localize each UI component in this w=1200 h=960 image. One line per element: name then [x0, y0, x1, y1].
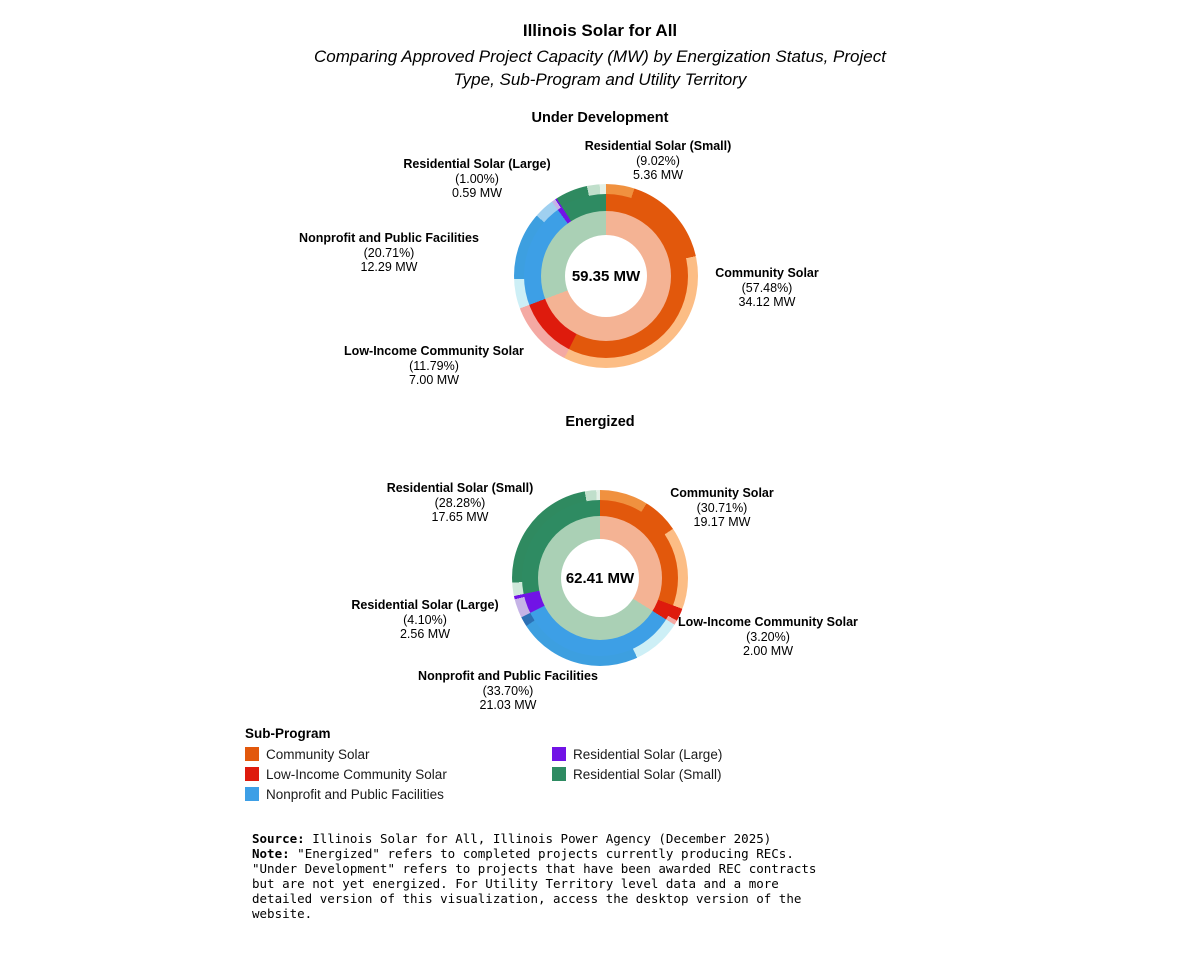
- slice-label-nonprofit-public-facilities: [279, 231, 499, 275]
- slice-label-residential-solar-small: [568, 139, 748, 183]
- legend-item-community-solar: [245, 746, 370, 762]
- footer-line: website.: [252, 906, 313, 921]
- slice-name: Residential Solar (Large): [351, 598, 499, 612]
- slice-name: Nonprofit and Public Facilities: [418, 669, 598, 683]
- slice-capacity: 7.00 MW: [408, 373, 459, 387]
- slice-percent: (20.71%): [363, 245, 415, 260]
- slice-capacity: 2.56 MW: [399, 627, 450, 641]
- footer-line: but are not yet energized. For Utility Territory level data and a more: [252, 876, 779, 891]
- sunburst-under-development[interactable]: [514, 184, 698, 368]
- footer-note: [252, 831, 952, 921]
- figure-title: Illinois Solar for All: [522, 21, 678, 40]
- slice-capacity: 21.03 MW: [479, 698, 537, 712]
- figure-subtitle-line-2: Type, Sub-Program and Utility Territory: [453, 70, 747, 89]
- footer-line: Note: "Energized" refers to completed projects currently producing RECs.: [252, 846, 794, 861]
- donut-center-total: 59.35 MW: [565, 235, 647, 317]
- slice-name: Residential Solar (Small): [584, 139, 732, 153]
- slice-capacity: 5.36 MW: [632, 168, 683, 182]
- slice-label-low-income-community-solar: [324, 344, 544, 388]
- slice-name: Low-Income Community Solar: [678, 615, 858, 629]
- slice-percent: (28.28%): [434, 495, 486, 510]
- slice-capacity: 12.29 MW: [360, 260, 418, 274]
- slice-label-residential-solar-small: [370, 481, 550, 525]
- footer-line: Source: Illinois Solar for All, Illinois Power Agency (December 2025): [252, 831, 772, 846]
- chart-title-under-development: Under Development: [531, 110, 669, 126]
- slice-label-low-income-community-solar: [658, 615, 878, 659]
- legend-item-residential-solar-small: [552, 766, 722, 782]
- slice-name: Nonprofit and Public Facilities: [299, 231, 479, 245]
- legend-title: Sub-Program: [245, 726, 331, 741]
- slice-percent: (9.02%): [636, 153, 680, 168]
- legend-label: Community Solar: [266, 746, 370, 762]
- slice-percent: (1.00%): [455, 171, 499, 186]
- slice-percent: (33.70%): [482, 683, 534, 698]
- legend-swatch: [245, 747, 259, 761]
- slice-label-residential-solar-large: [387, 157, 567, 201]
- legend-item-low-income-community-solar: [245, 766, 447, 782]
- slice-capacity: 19.17 MW: [693, 515, 751, 529]
- slice-capacity: 2.00 MW: [742, 644, 793, 658]
- slice-label-nonprofit-public-facilities: [398, 669, 618, 713]
- legend-swatch: [552, 747, 566, 761]
- slice-capacity: 34.12 MW: [738, 295, 796, 309]
- legend-label: Residential Solar (Small): [573, 766, 722, 782]
- chart-title-energized: Energized: [565, 414, 635, 430]
- legend-label: Nonprofit and Public Facilities: [266, 786, 444, 802]
- legend-swatch: [245, 787, 259, 801]
- figure-subtitle-line-1: Comparing Approved Project Capacity (MW) by Energization Status, Project: [314, 47, 886, 66]
- legend-label: Low-Income Community Solar: [266, 766, 447, 782]
- slice-percent: (4.10%): [403, 612, 447, 627]
- slice-percent: (30.71%): [696, 500, 748, 515]
- slice-capacity: 17.65 MW: [431, 510, 489, 524]
- figure-subtitle: [0, 45, 1200, 91]
- slice-label-community-solar: [687, 266, 847, 310]
- slice-name: Low-Income Community Solar: [344, 344, 524, 358]
- slice-capacity: 0.59 MW: [451, 186, 502, 200]
- slice-percent: (11.79%): [409, 358, 459, 373]
- slice-name: Community Solar: [670, 486, 774, 500]
- legend-item-residential-solar-large: [552, 746, 722, 762]
- footer-line: "Under Development" refers to projects that have been awarded REC contracts: [252, 861, 817, 876]
- footer-line: detailed version of this visualization, access the desktop version of the: [252, 891, 802, 906]
- legend-item-nonprofit-public-facilities: [245, 786, 444, 802]
- donut-center-total: 62.41 MW: [561, 539, 640, 618]
- slice-name: Residential Solar (Small): [386, 481, 534, 495]
- legend-swatch: [245, 767, 259, 781]
- slice-name: Community Solar: [715, 266, 819, 280]
- slice-name: Residential Solar (Large): [403, 157, 551, 171]
- slice-label-residential-solar-large: [335, 598, 515, 642]
- slice-percent: (3.20%): [746, 629, 790, 644]
- legend-label: Residential Solar (Large): [573, 746, 723, 762]
- slice-label-community-solar: [642, 486, 802, 530]
- legend: [245, 726, 805, 806]
- slice-percent: (57.48%): [741, 280, 793, 295]
- legend-swatch: [552, 767, 566, 781]
